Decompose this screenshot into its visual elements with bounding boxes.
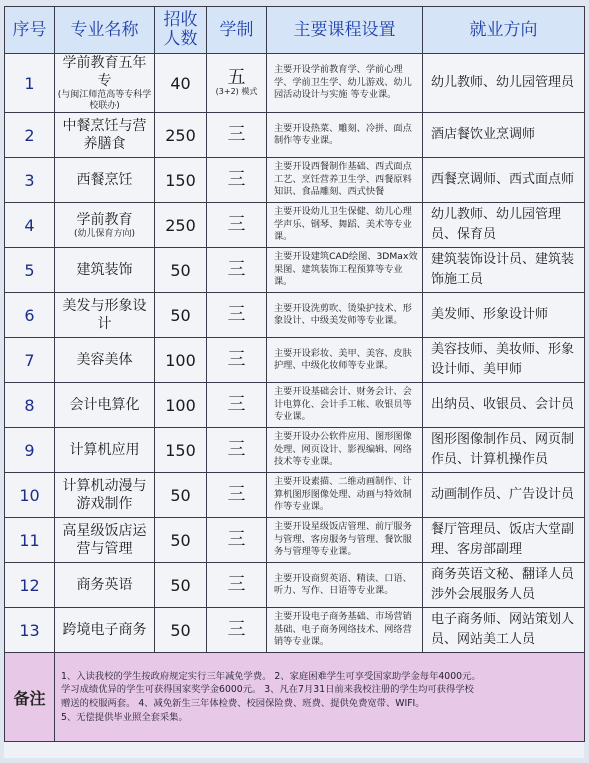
cell-courses: 主要开设办公软件应用、图形图像处理、网页设计、影视编辑、网络技术等专业课。: [267, 428, 423, 473]
major-name: 美容美体: [76, 352, 133, 368]
remarks-row: [5, 653, 585, 742]
cell-no: 6: [5, 293, 55, 338]
major-note: (幼儿保育方向): [73, 228, 136, 239]
header-major: 专业名称: [55, 7, 155, 54]
table-row: [5, 248, 585, 293]
length-value: 三: [227, 394, 246, 415]
cell-major: [55, 113, 155, 158]
cell-major: [55, 338, 155, 383]
cell-quota: 250: [155, 203, 207, 248]
cell-courses: 主要开设热菜、雕刻、冷拼、面点制作等专业课。: [267, 113, 423, 158]
cell-quota: 50: [155, 248, 207, 293]
cell-jobs: 幼儿教师、幼儿园管理员: [423, 54, 585, 113]
major-name: 美发与形象设计: [62, 298, 147, 332]
cell-quota: 50: [155, 563, 207, 608]
cell-courses: 主要开设电子商务基础、市场营销基础、电子商务网络技术、网络营销等专业课。: [267, 608, 423, 653]
cell-courses: 主要开设洗剪吹、烫染护技术、形象设计、中级美发师等专业课。: [267, 293, 423, 338]
table-row: [5, 203, 585, 248]
cell-length: [207, 428, 267, 473]
header-courses: 主要课程设置: [267, 7, 423, 54]
length-value: 三: [227, 529, 246, 550]
cell-major: [55, 428, 155, 473]
cell-no: 5: [5, 248, 55, 293]
cell-quota: 50: [155, 293, 207, 338]
cell-jobs: 美发师、形象设计师: [423, 293, 585, 338]
major-name: 西餐烹饪: [76, 172, 133, 188]
length-value: 三: [227, 484, 246, 505]
major-name: 建筑装饰: [76, 262, 133, 278]
remarks-line: 学习成绩优异的学生可获得国家奖学金6000元。 3、凡在7月31日前来我校注册的学生均可获得学校: [61, 684, 474, 696]
cell-no: 7: [5, 338, 55, 383]
cell-jobs: 出纳员、收银员、会计员: [423, 383, 585, 428]
cell-courses: 主要开设彩妆、美甲、美容、皮肤护理、中级化妆师等专业课。: [267, 338, 423, 383]
cell-jobs: 美容技师、美妆师、形象设计师、美甲师: [423, 338, 585, 383]
major-name: 计算机动漫与游戏制作: [62, 478, 147, 512]
cell-courses: 主要开设幼儿卫生保健、幼儿心理学声乐、钢琴、舞蹈、美术等专业课。: [267, 203, 423, 248]
cell-major: [55, 54, 155, 113]
cell-length: [207, 248, 267, 293]
cell-courses: 主要开设素描、二维动画制作、计算机图形图像处理、动画与特效制作等专业课。: [267, 473, 423, 518]
cell-major: [55, 473, 155, 518]
enrollment-sheet: [4, 6, 584, 758]
cell-length: [207, 54, 267, 113]
length-value: 三: [227, 259, 246, 280]
major-name: 跨境电子商务: [62, 622, 147, 638]
major-name: 学前教育: [76, 211, 133, 228]
cell-major: [55, 608, 155, 653]
cell-major: [55, 293, 155, 338]
length-value: 三: [227, 439, 246, 460]
major-name: 会计电算化: [69, 397, 140, 413]
remarks-line: 1、入读我校的学生按政府规定实行三年减免学费。 2、家庭困难学生可享受国家助学金每年4000元。: [61, 670, 481, 682]
cell-length: [207, 473, 267, 518]
major-name: 高星级饭店运营与管理: [62, 523, 147, 557]
cell-no: 9: [5, 428, 55, 473]
cell-quota: 100: [155, 338, 207, 383]
cell-major: [55, 203, 155, 248]
cell-jobs: 酒店餐饮业烹调师: [423, 113, 585, 158]
cell-quota: 250: [155, 113, 207, 158]
major-note: (与闽江师范高等专科学校联办): [57, 90, 152, 111]
table-row: [5, 383, 585, 428]
cell-no: 2: [5, 113, 55, 158]
cell-jobs: 西餐烹调师、西式面点师: [423, 158, 585, 203]
cell-major: [55, 383, 155, 428]
table-row: [5, 473, 585, 518]
cell-length: [207, 563, 267, 608]
header-no: 序号: [5, 7, 55, 54]
length-value: 三: [227, 619, 246, 640]
header-jobs: 就业方向: [423, 7, 585, 54]
cell-jobs: 建筑装饰设计员、建筑装饰施工员: [423, 248, 585, 293]
table-row: [5, 518, 585, 563]
cell-length: [207, 383, 267, 428]
cell-quota: 150: [155, 428, 207, 473]
table-row: [5, 54, 585, 113]
remarks-line: 赠送的校服两套。 4、减免新生三年体检费、校园保险费、班费、提供免费宽带、WIFI。: [61, 698, 425, 709]
cell-length: [207, 608, 267, 653]
cell-quota: 50: [155, 608, 207, 653]
cell-quota: 50: [155, 473, 207, 518]
cell-jobs: 餐厅管理员、饭店大堂副理、客房部副理: [423, 518, 585, 563]
cell-courses: 主要开设基础会计、财务会计、会计电算化、会计手工帐、收银员等专业课。: [267, 383, 423, 428]
cell-courses: 主要开设学前教育学、学前心理学、学前卫生学、幼儿游戏、幼儿园活动设计与实施 等专业课。: [267, 54, 423, 113]
cell-no: 13: [5, 608, 55, 653]
cell-jobs: 图形图像制作员、网页制作员、计算机操作员: [423, 428, 585, 473]
length-value: 三: [227, 304, 246, 325]
major-name: 中餐烹饪与营养膳食: [62, 118, 147, 152]
length-value: 三: [227, 124, 246, 145]
cell-jobs: 动画制作员、广告设计员: [423, 473, 585, 518]
major-name: 计算机应用: [69, 442, 140, 458]
remarks-label: 备注: [5, 653, 55, 742]
cell-courses: 主要开设建筑CAD绘图、3DMax效果图、建筑装饰工程预算等专业课。: [267, 248, 423, 293]
table-row: [5, 428, 585, 473]
cell-no: 10: [5, 473, 55, 518]
cell-jobs: 商务英语文秘、翻译人员涉外会展服务人员: [423, 563, 585, 608]
cell-quota: 40: [155, 54, 207, 113]
cell-no: 4: [5, 203, 55, 248]
cell-jobs: 电子商务师、网站策划人员、网站美工人员: [423, 608, 585, 653]
length-note: (3+2) 模式: [215, 87, 258, 96]
cell-major: [55, 518, 155, 563]
header-quota: 招收人数: [155, 7, 207, 54]
cell-quota: 100: [155, 383, 207, 428]
cell-no: 8: [5, 383, 55, 428]
length-value: 三: [227, 349, 246, 370]
length-value: 三: [227, 169, 246, 190]
cell-length: [207, 203, 267, 248]
cell-major: [55, 158, 155, 203]
table-header-row: [5, 7, 585, 54]
cell-length: [207, 518, 267, 563]
cell-no: 3: [5, 158, 55, 203]
table-row: [5, 158, 585, 203]
remarks-line: 5、无偿提供毕业照全套采集。: [61, 711, 188, 723]
cell-length: [207, 158, 267, 203]
cell-courses: 主要开设商贸英语、精读、口语、听力、写作、日语等专业课。: [267, 563, 423, 608]
cell-quota: 50: [155, 518, 207, 563]
remarks-text: [55, 653, 585, 742]
majors-table: [4, 6, 585, 742]
cell-length: [207, 293, 267, 338]
cell-courses: 主要开设星级饭店管理、前厅服务与管理、客房服务与管理、餐饮服务与管理等专业课。: [267, 518, 423, 563]
cell-length: [207, 338, 267, 383]
header-length: 学制: [207, 7, 267, 54]
cell-no: 12: [5, 563, 55, 608]
cell-major: [55, 563, 155, 608]
cell-length: [207, 113, 267, 158]
cell-no: 11: [5, 518, 55, 563]
major-name: 学前教育五年专: [62, 55, 147, 89]
cell-courses: 主要开设西餐制作基础、西式面点工艺、烹饪营养卫生学、西餐原料知识、食品雕刻、西式快餐: [267, 158, 423, 203]
length-value: 五: [227, 67, 246, 88]
length-value: 三: [227, 574, 246, 595]
cell-quota: 150: [155, 158, 207, 203]
cell-jobs: 幼儿教师、幼儿园管理员、保育员: [423, 203, 585, 248]
length-value: 三: [227, 214, 246, 235]
cell-no: 1: [5, 54, 55, 113]
table-row: [5, 293, 585, 338]
cell-major: [55, 248, 155, 293]
table-row: [5, 338, 585, 383]
major-name: 商务英语: [76, 577, 133, 593]
table-row: [5, 608, 585, 653]
table-row: [5, 563, 585, 608]
table-row: [5, 113, 585, 158]
